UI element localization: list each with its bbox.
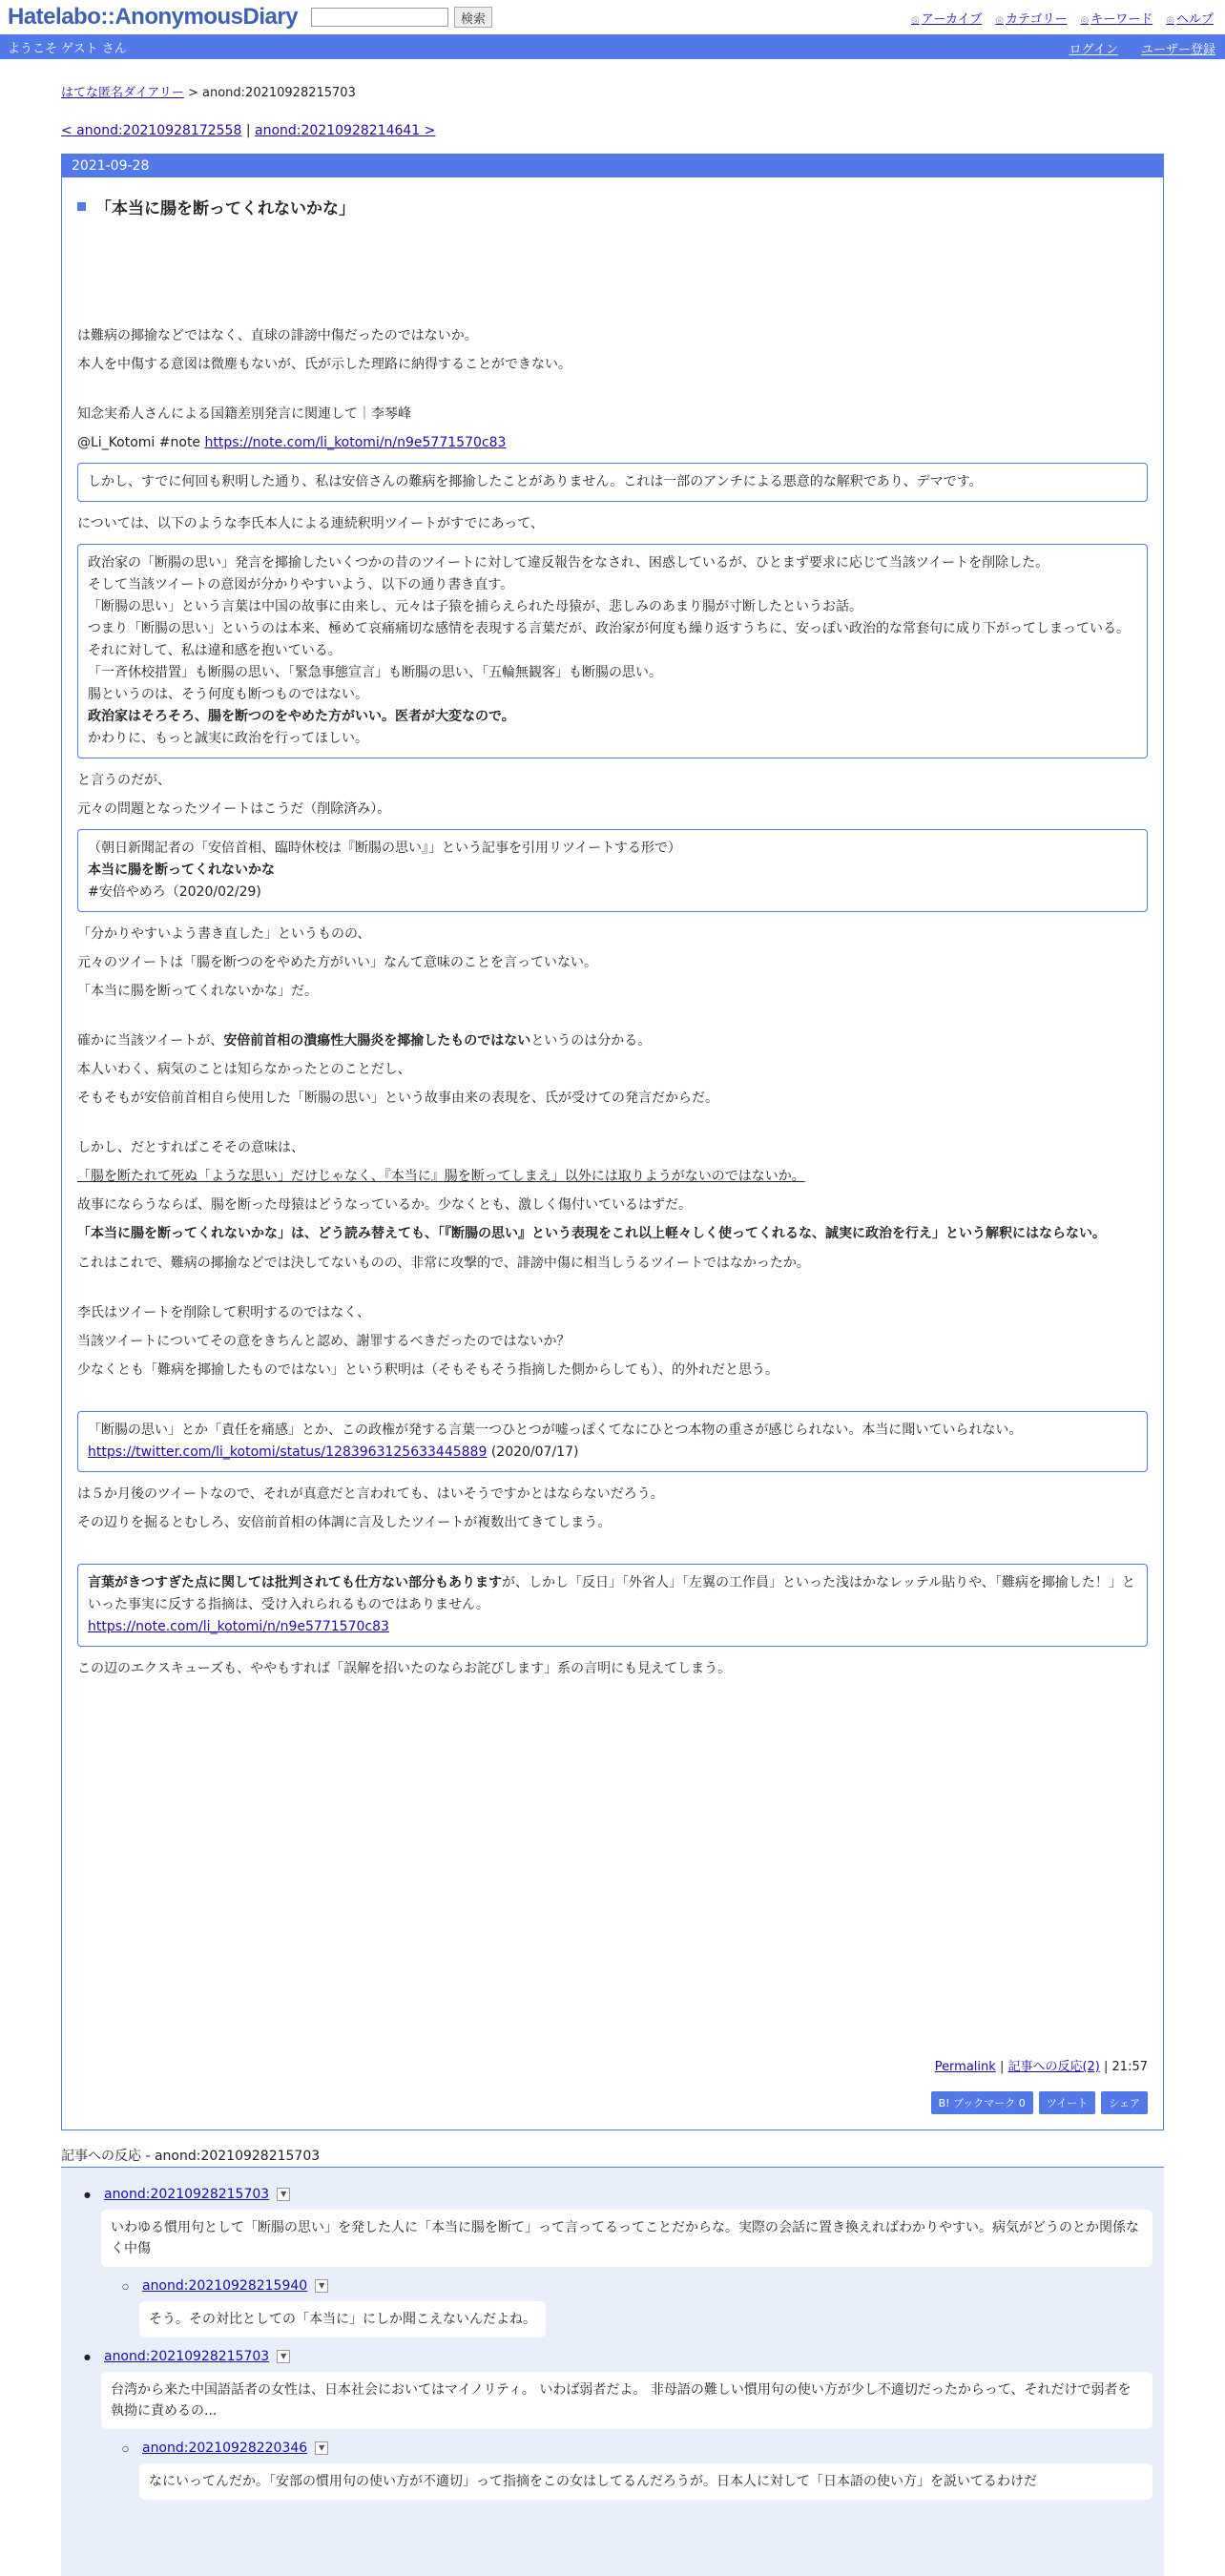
nav-category[interactable]: ◎ カテゴリー [995, 9, 1067, 27]
paragraph: 当該ツイートについてその意をきちんと認め、謝罪するべきだったのではないか？ [77, 1334, 571, 1349]
welcome-text: ようこそ ゲスト さん [8, 41, 127, 56]
main-content [61, 82, 1164, 2576]
paragraph: 本人いわく、病気のことは知らなかったとのことだし、 [77, 1062, 411, 1077]
quote-line [88, 1572, 1137, 1616]
paragraph: は５か月後のツイートなので、それが真意だと言われても、はいそうですかとはならないだろう。 [77, 1486, 664, 1502]
paragraph: 李氏はツイートを削除して釈明するのではなく、 [77, 1305, 371, 1320]
search-button[interactable]: 検索 [454, 7, 492, 28]
paragraph: そもそもが安倍前首相自ら使用した「断腸の思い」という故事由来の表現を、氏が受けての発言だからだ。 [77, 1091, 718, 1106]
reaction-text: そう。その対比としての「本当に」にしか聞こえないんだよね。 [139, 2301, 546, 2337]
quote-line: そして当該ツイートの意図が分かりやすいよう、以下の通り書き直す。 [88, 577, 514, 592]
paragraph: 「本当に腸を断ってくれないかな」だ。 [77, 984, 318, 999]
blockquote [77, 1411, 1148, 1472]
prev-next-nav [61, 123, 1164, 138]
chevron-down-icon[interactable]: ▼ [315, 2279, 328, 2293]
breadcrumb-current: anond:20210928215703 [202, 86, 356, 100]
quote-line: つまり「断腸の思い」というのは本来、極めて哀痛痛切な感情を表現する言葉だが、政治家が何度も繰り返すうちに、安っぽい政治的な常套句に成り下がってしまっている。 [88, 621, 1130, 636]
reactions-list [61, 2167, 1164, 2576]
facebook-share-button[interactable]: シェア [1101, 2091, 1148, 2114]
tweet-button[interactable]: ツイート [1039, 2091, 1095, 2114]
top-bar [0, 0, 1225, 34]
paragraph: 本人を中傷する意図は微塵もないが、氏が示した理路に納得することができない。 [77, 357, 571, 372]
entry-title-text: 「本当に腸を断ってくれないかな」 [95, 199, 355, 218]
prev-next-separator: | [241, 123, 256, 138]
paragraph: その辺りを掘るとむしろ、安倍前首相の体調に言及したツイートが複数出てきてしまう。 [77, 1515, 612, 1530]
chevron-down-icon[interactable]: ▼ [277, 2350, 290, 2363]
paragraph-text: @Li_Kotomi #note [77, 435, 205, 450]
note-link[interactable]: https://note.com/li_kotomi/n/n9e5771570c83 [88, 1619, 389, 1634]
chevron-down-icon[interactable]: ▼ [315, 2441, 328, 2455]
paragraph-text: 確かに当該ツイートが、 [77, 1033, 224, 1049]
share-buttons [931, 2091, 1148, 2114]
breadcrumb-home[interactable]: はてな匿名ダイアリー [61, 86, 184, 100]
quote-line-bold: 本当に腸を断ってくれないかな [88, 862, 275, 878]
site-logo[interactable]: Hatelabo::AnonymousDiary [8, 4, 299, 30]
blockquote [77, 829, 1148, 912]
reaction-item [101, 2349, 1152, 2429]
quote-date: (2020/07/17) [487, 1444, 579, 1460]
reaction-link[interactable]: ○ anond:20210928220346 [141, 2441, 308, 2456]
quote-line-bold: 政治家はそろそろ、腸を断つのをやめた方がいい。医者が大変なので。 [88, 709, 515, 724]
reactions-title: 記事への反応 - anond:20210928215703 [61, 2149, 321, 2164]
chevron-down-icon[interactable]: ▼ [277, 2188, 290, 2201]
paragraph: と言うのだが、 [77, 773, 171, 788]
diary-entry [61, 154, 1164, 2130]
blockquote: しかし、すでに何回も釈明した通り、私は安倍さんの難病を揶揄したことがありません。これは一部のアンチによる悪意的な解釈であり、デマです。 [77, 463, 1148, 502]
quote-line: 「一斉休校措置」も断腸の思い、「緊急事態宣言」も断腸の思い、「五輪無観客」も断腸の思い。 [88, 665, 662, 680]
paragraph [77, 428, 1148, 457]
paragraph: については、以下のような李氏本人による連続釈明ツイートがすでにあって、 [77, 516, 545, 531]
paragraph: 知念実希人さんによる国籍差別発言に関連して｜李琴峰 [77, 406, 411, 422]
paragraph-bold: 安倍前首相の潰瘍性大腸炎を揶揄したものではない [223, 1033, 531, 1049]
reaction-text: いわゆる慣用句として「断腸の思い」を発した人に「本当に腸を断て」って言ってるってことだからな。実際の会話に置き換えればわかりやすい。病気がどうのとか関係なく中傷 [101, 2210, 1152, 2267]
hatena-bookmark-button[interactable]: B! ブックマーク 0 [931, 2091, 1033, 2114]
reaction-link[interactable]: ○ anond:20210928215940 [141, 2278, 308, 2294]
blockquote [77, 544, 1148, 758]
paragraph: 元々のツイートは「腸を断つのをやめた方がいい」なんて意味のことを言っていない。 [77, 955, 598, 970]
note-link[interactable]: https://note.com/li_kotomi/n/n9e5771570c83 [204, 435, 507, 450]
reaction-link[interactable]: ● anond:20210928215703 [103, 2187, 270, 2202]
reaction-link[interactable]: ● anond:20210928215703 [103, 2349, 270, 2364]
next-entry-link[interactable]: anond:20210928214641 > [255, 123, 436, 138]
reaction-item [139, 2441, 1152, 2500]
quote-line: 腸というのは、そう何度も断つものではない。 [88, 687, 368, 702]
permalink[interactable]: Permalink [934, 2060, 996, 2074]
paragraph: これはこれで、難病の揶揄などでは決してないものの、非常に攻撃的で、誹謗中傷に相当しうるツイートではなかったか。 [77, 1256, 810, 1271]
entry-footer-links [935, 2056, 1148, 2074]
entry-time: | 21:57 [1099, 2060, 1148, 2074]
quote-line: （朝日新聞記者の「安倍首相、臨時休校は『断腸の思い』」という記事を引用リツイートする形で） [88, 841, 681, 856]
quote-line [88, 1616, 1137, 1638]
register-link[interactable]: ユーザー登録 [1140, 43, 1215, 57]
quote-text: が、しかし「反日」「外省人」「左翼の工作員」といった浅はかなレッテル貼りや、「難病を揶揄した！」といった事実に反する指摘は、受け入れられるものではありません。 [88, 1575, 1135, 1612]
paragraph-underlined: 「腸を断たれて死ぬ「ような思い」だけじゃなく、『本当に』腸を断ってしまえ」以外には取りようがないのではないか。 [77, 1169, 805, 1184]
entry-date: 2021-09-28 [62, 155, 1163, 177]
paragraph: 「分かりやすいよう書き直した」というものの、 [77, 926, 371, 942]
nav-archive[interactable]: ◎ アーカイブ [911, 9, 982, 27]
paragraph: しかし、だとすればこそその意味は、 [77, 1140, 304, 1155]
login-link[interactable]: ログイン [1069, 43, 1118, 57]
welcome-bar [0, 34, 1225, 59]
quote-line: 「断腸の思い」とか「責任を痛感」とか、この政権が発する言葉一つひとつが嘘っぽくてなにひとつ本物の重さが感じられない。本当に聞いていられない。 [88, 1423, 1023, 1438]
twitter-link[interactable]: https://twitter.com/li_kotomi/status/1283963125633445889 [88, 1444, 488, 1460]
entry-title [77, 195, 1148, 218]
reaction-text: 台湾から来た中国語話者の女性は、日本社会においてはマイノリティ。 いわば弱者だよ。 非母語の難しい慣用句の使い方が少し不適切だったからって、それだけで弱者を執拗に責めるの... [101, 2372, 1152, 2429]
quote-line: #安倍やめろ（2020/02/29) [88, 884, 261, 900]
footer-separator: | [995, 2060, 1008, 2074]
quote-bold: 言葉がきつすぎた点に関しては批判されても仕方ない部分もあります [88, 1575, 502, 1590]
square-bullet-icon[interactable] [77, 202, 86, 211]
reaction-item [139, 2278, 1152, 2337]
paragraph: 故事にならうならば、腸を断った母猿はどうなっているか。少なくとも、激しく傷付いているはずだ。 [77, 1197, 692, 1213]
paragraph: この辺のエクスキューズも、ややもすれば「誤解を招いたのならお詫びします」系の言明にも見えてしまう。 [77, 1661, 732, 1676]
nav-keyword[interactable]: ◎ キーワード [1081, 9, 1153, 27]
paragraph: 元々の問題となったツイートはこうだ（削除済み）。 [77, 801, 391, 817]
quote-line: 政治家の「断腸の思い」発言を揶揄したいくつかの昔のツイートに対して違反報告をなされ、困惑しているが、ひとまず要求に応じて当該ツイートを削除した。 [88, 555, 1049, 571]
paragraph-bold: 「本当に腸を断ってくれないかな」は、どう読み替えても、「『断腸の思い』という表現をこれ以上軽々しく使ってくれるな、誠実に政治を行え」という解釈にはならない。 [77, 1226, 1106, 1241]
search-input[interactable] [311, 8, 448, 27]
reactions-link[interactable]: 記事への反応(2) [1007, 2060, 1100, 2074]
paragraph: 少なくとも「難病を揶揄したものではない」という釈明は（そもそもそう指摘した側からしても）、的外れだと思う。 [77, 1362, 779, 1378]
paragraph: は難病の揶揄などではなく、直球の誹謗中傷だったのではないか。 [77, 328, 478, 343]
paragraph [77, 1027, 1148, 1055]
quote-line: 「断腸の思い」という言葉は中国の故事に由来し、元々は子猿を捕らえられた母猿が、悲しみのあまり腸が寸断したというお話。 [88, 599, 862, 614]
breadcrumb-separator: > [183, 86, 203, 100]
reaction-text: なにいってんだか。「安部の慣用句の使い方が不適切」って指摘をこの女はしてるんだろうが。日本人に対して「日本語の使い方」を説いてるわけだ [139, 2463, 1152, 2500]
breadcrumb [61, 82, 1164, 100]
blockquote [77, 1564, 1148, 1647]
paragraph-text: というのは分かる。 [530, 1033, 652, 1049]
prev-entry-link[interactable]: < anond:20210928172558 [61, 123, 242, 138]
quote-line: かわりに、もっと誠実に政治を行ってほしい。 [88, 731, 368, 746]
nav-help[interactable]: ◎ ヘルプ [1166, 9, 1214, 27]
quote-line [88, 1442, 1137, 1464]
quote-line: それに対して、私は違和感を抱いている。 [88, 643, 342, 658]
top-nav [911, 9, 1214, 27]
reaction-item [101, 2187, 1152, 2267]
